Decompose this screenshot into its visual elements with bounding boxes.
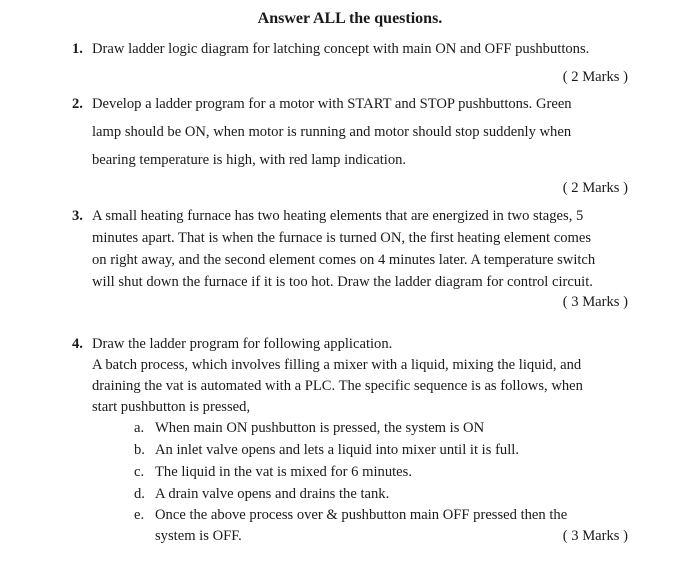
question-text-line: will shut down the furnace if it is too hot. Draw the ladder diagram for control circuit. [92, 274, 593, 290]
sub-item-label: a. [134, 420, 145, 436]
question-text-line: minutes apart. That is when the furnace is turned ON, the first heating element comes [92, 230, 592, 246]
question-marks: ( 2 Marks ) [562, 180, 628, 196]
sub-item-text: An inlet valve opens and lets a liquid into mixer until it is full. [155, 442, 519, 458]
question-marks: ( 3 Marks ) [562, 294, 628, 310]
question-number: 4. [72, 336, 83, 352]
sub-item-text: The liquid in the vat is mixed for 6 minutes. [155, 464, 412, 480]
question-marks: ( 3 Marks ) [562, 528, 628, 544]
question-text-line: Develop a ladder program for a motor with START and STOP pushbuttons. Green [92, 96, 572, 112]
question-text-line: bearing temperature is high, with red lamp indication. [92, 152, 407, 168]
question-text-line: A small heating furnace has two heating elements that are energized in two stages, 5 [92, 208, 584, 224]
question-text-line: A batch process, which involves filling a mixer with a liquid, mixing the liquid, and [92, 357, 582, 373]
sub-item-text: When main ON pushbutton is pressed, the system is ON [155, 420, 485, 436]
sub-item-label: b. [134, 442, 145, 458]
sub-item-text: A drain valve opens and drains the tank. [155, 486, 390, 502]
sub-item-label: d. [134, 486, 145, 502]
question-text-line: lamp should be ON, when motor is running and motor should stop suddenly when [92, 124, 572, 140]
sub-item-label: c. [134, 464, 145, 480]
question-text-line: draining the vat is automated with a PLC. The specific sequence is as follows, when [92, 378, 583, 394]
question-text-line: Draw ladder logic diagram for latching concept with main ON and OFF pushbuttons. [92, 41, 590, 57]
question-text-line: start pushbutton is pressed, [92, 399, 251, 415]
question-number: 2. [72, 96, 83, 112]
question-text-line: on right away, and the second element comes on 4 minutes later. A temperature switch [92, 252, 596, 268]
sub-item-text: Once the above process over & pushbutton main OFF pressed then the [155, 507, 568, 523]
question-text-line: Draw the ladder program for following application. [92, 336, 393, 352]
document-title: Answer ALL the questions. [257, 10, 443, 27]
sub-item-label: e. [134, 507, 145, 523]
question-number: 3. [72, 208, 83, 224]
sub-item-text: system is OFF. [155, 528, 242, 544]
question-number: 1. [72, 41, 83, 57]
question-marks: ( 2 Marks ) [562, 69, 628, 85]
